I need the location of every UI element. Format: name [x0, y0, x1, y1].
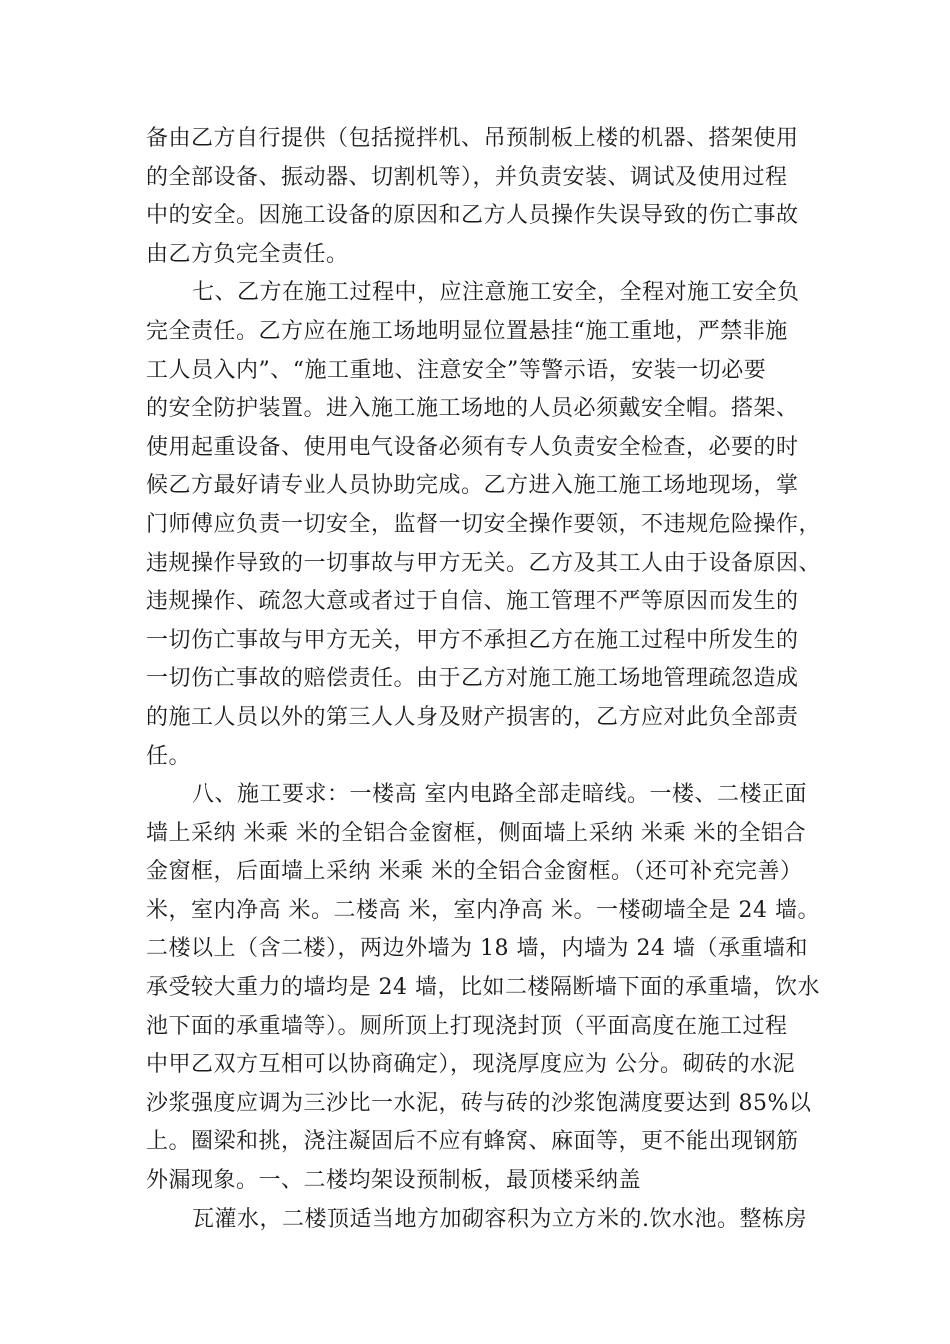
- text-line: 米，室内净高 米。二楼高 米，室内净高 米。一楼砌墙全是 24 墙。: [146, 897, 820, 923]
- text-line: 的全部设备、振动器、切割机等），并负责安装、调试及使用过程: [146, 164, 788, 190]
- text-line: 候乙方最好请专业人员协助完成。乙方进入施工施工场地现场，掌: [146, 473, 799, 499]
- text-line: 瓦灌水，二楼顶适当地方加砌容积为立方米的.饮水池。整栋房: [192, 1206, 807, 1232]
- text-line: 由乙方负完全责任。: [146, 241, 349, 267]
- text-line: 任。: [146, 743, 192, 769]
- text-line: 承受较大重力的墙均是 24 墙，比如二楼隔断墙下面的承重墙，饮水: [146, 975, 820, 1001]
- text-line: 外漏现象。一、二楼均架设预制板，最顶楼采纳盖: [146, 1168, 642, 1194]
- text-line: 一切伤亡事故与甲方无关，甲方不承担乙方在施工过程中所发生的: [146, 627, 799, 653]
- text-line: 的施工人员以外的第三人人身及财产损害的，乙方应对此负全部责: [146, 704, 799, 730]
- text-line: 上。圈梁和挑，浇注凝固后不应有蜂窝、麻面等，更不能出现钢筋: [146, 1129, 799, 1155]
- text-line: 沙浆强度应调为三沙比一水泥，砖与砖的沙浆饱满度要达到 85%以: [146, 1090, 812, 1116]
- text-line: 工人员入内”、“施工重地、注意安全”等警示语，安装一切必要: [146, 357, 767, 383]
- text-line: 七、乙方在施工过程中，应注意施工安全，全程对施工安全负: [192, 280, 800, 306]
- text-line: 二楼以上（含二楼），两边外墙为 18 墙，内墙为 24 墙（承重墙和: [146, 936, 808, 962]
- text-line: 违规操作、疏忽大意或者过于自信、施工管理不严等原因而发生的: [146, 589, 799, 615]
- text-line: 使用起重设备、使用电气设备必须有专人负责安全检查，必要的时: [146, 434, 799, 460]
- text-line: 的安全防护装置。进入施工施工场地的人员必须戴安全帽。搭架、: [146, 396, 799, 422]
- document-body: [146, 120, 836, 1239]
- text-line: 金窗框，后面墙上采纳 米乘 米的全铝合金窗框。（还可补充完善）: [146, 859, 803, 885]
- text-line: 中甲乙双方互相可以协商确定），现浇厚度应为 公分。砌砖的水泥: [146, 1052, 795, 1078]
- text-line: 一切伤亡事故的赔偿责任。由于乙方对施工施工场地管理疏忽造成: [146, 666, 799, 692]
- text-line: 中的安全。因施工设备的原因和乙方人员操作失误导致的伤亡事故: [146, 203, 799, 229]
- text-line: 墙上采纳 米乘 米的全铝合金窗框，侧面墙上采纳 米乘 米的全铝合: [146, 820, 806, 846]
- text-line: 池下面的承重墙等）。厕所顶上打现浇封顶（平面高度在施工过程: [146, 1013, 788, 1039]
- text-line: 八、施工要求：一楼高 室内电路全部走暗线。一楼、二楼正面: [192, 782, 807, 808]
- text-line: 违规操作导致的一切事故与甲方无关。乙方及其工人由于设备原因、: [146, 550, 822, 576]
- text-line: 完全责任。乙方应在施工场地明显位置悬挂“施工重地，严禁非施: [146, 318, 788, 344]
- text-line: 备由乙方自行提供（包括搅拌机、吊预制板上楼的机器、搭架使用: [146, 126, 799, 151]
- text-line: 门师傅应负责一切安全，监督一切安全操作要领，不违规危险操作，: [146, 511, 822, 537]
